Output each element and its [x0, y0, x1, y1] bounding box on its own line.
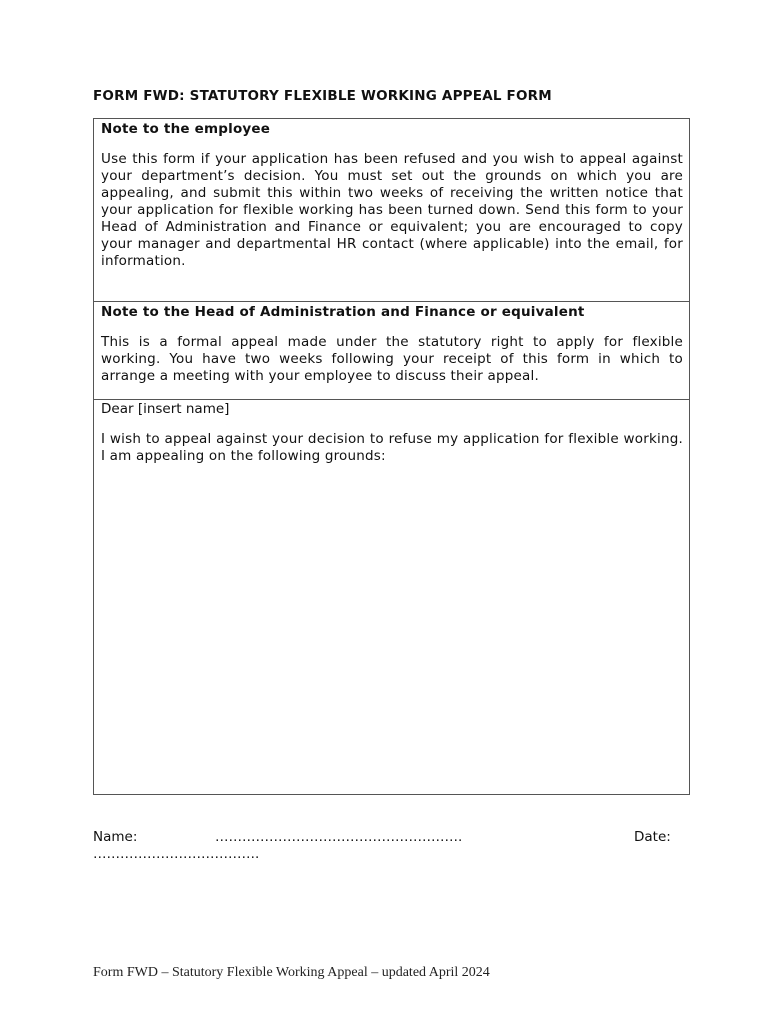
employee-note-heading: Note to the employee [101, 121, 271, 137]
head-note-body: This is a formal appeal made under the statutory right to apply for flexible working. You have two weeks following your receipt of this form in which to arrange a meeting with your employee to discuss their appeal. [101, 334, 683, 384]
name-field[interactable]: ………………………………………………. [215, 829, 463, 845]
letter-greeting: Dear [insert name] [101, 401, 230, 417]
head-note-heading: Note to the Head of Administration and Finance or equivalent [101, 304, 585, 320]
appeal-letter-section[interactable] [94, 400, 689, 471]
signature-block [93, 829, 690, 863]
page-footer: Form FWD – Statutory Flexible Working Appeal – updated April 2024 [93, 965, 490, 980]
form-box [93, 118, 690, 795]
employee-note-section [94, 119, 689, 302]
form-title: FORM FWD: STATUTORY FLEXIBLE WORKING APPEAL FORM [93, 88, 552, 104]
name-label: Name: [93, 829, 138, 845]
employee-note-body: Use this form if your application has been refused and you wish to appeal against your department’s decision. You must set out the grounds on which you are appealing, and submit this within two weeks of receiving the written notice that your application for flexible working has been turned down. Send this form to your Head of Administration and Finance or equivalent; you are encouraged to copy your manager and departmental HR contact (where applicable) into the email, for information. [101, 151, 683, 269]
head-note-section [94, 302, 689, 400]
date-field[interactable]: ………………………………. [93, 846, 260, 862]
date-label: Date: [634, 829, 671, 845]
letter-body: I wish to appeal against your decision to refuse my application for flexible working. I am appealing on the following grounds: [101, 431, 683, 464]
